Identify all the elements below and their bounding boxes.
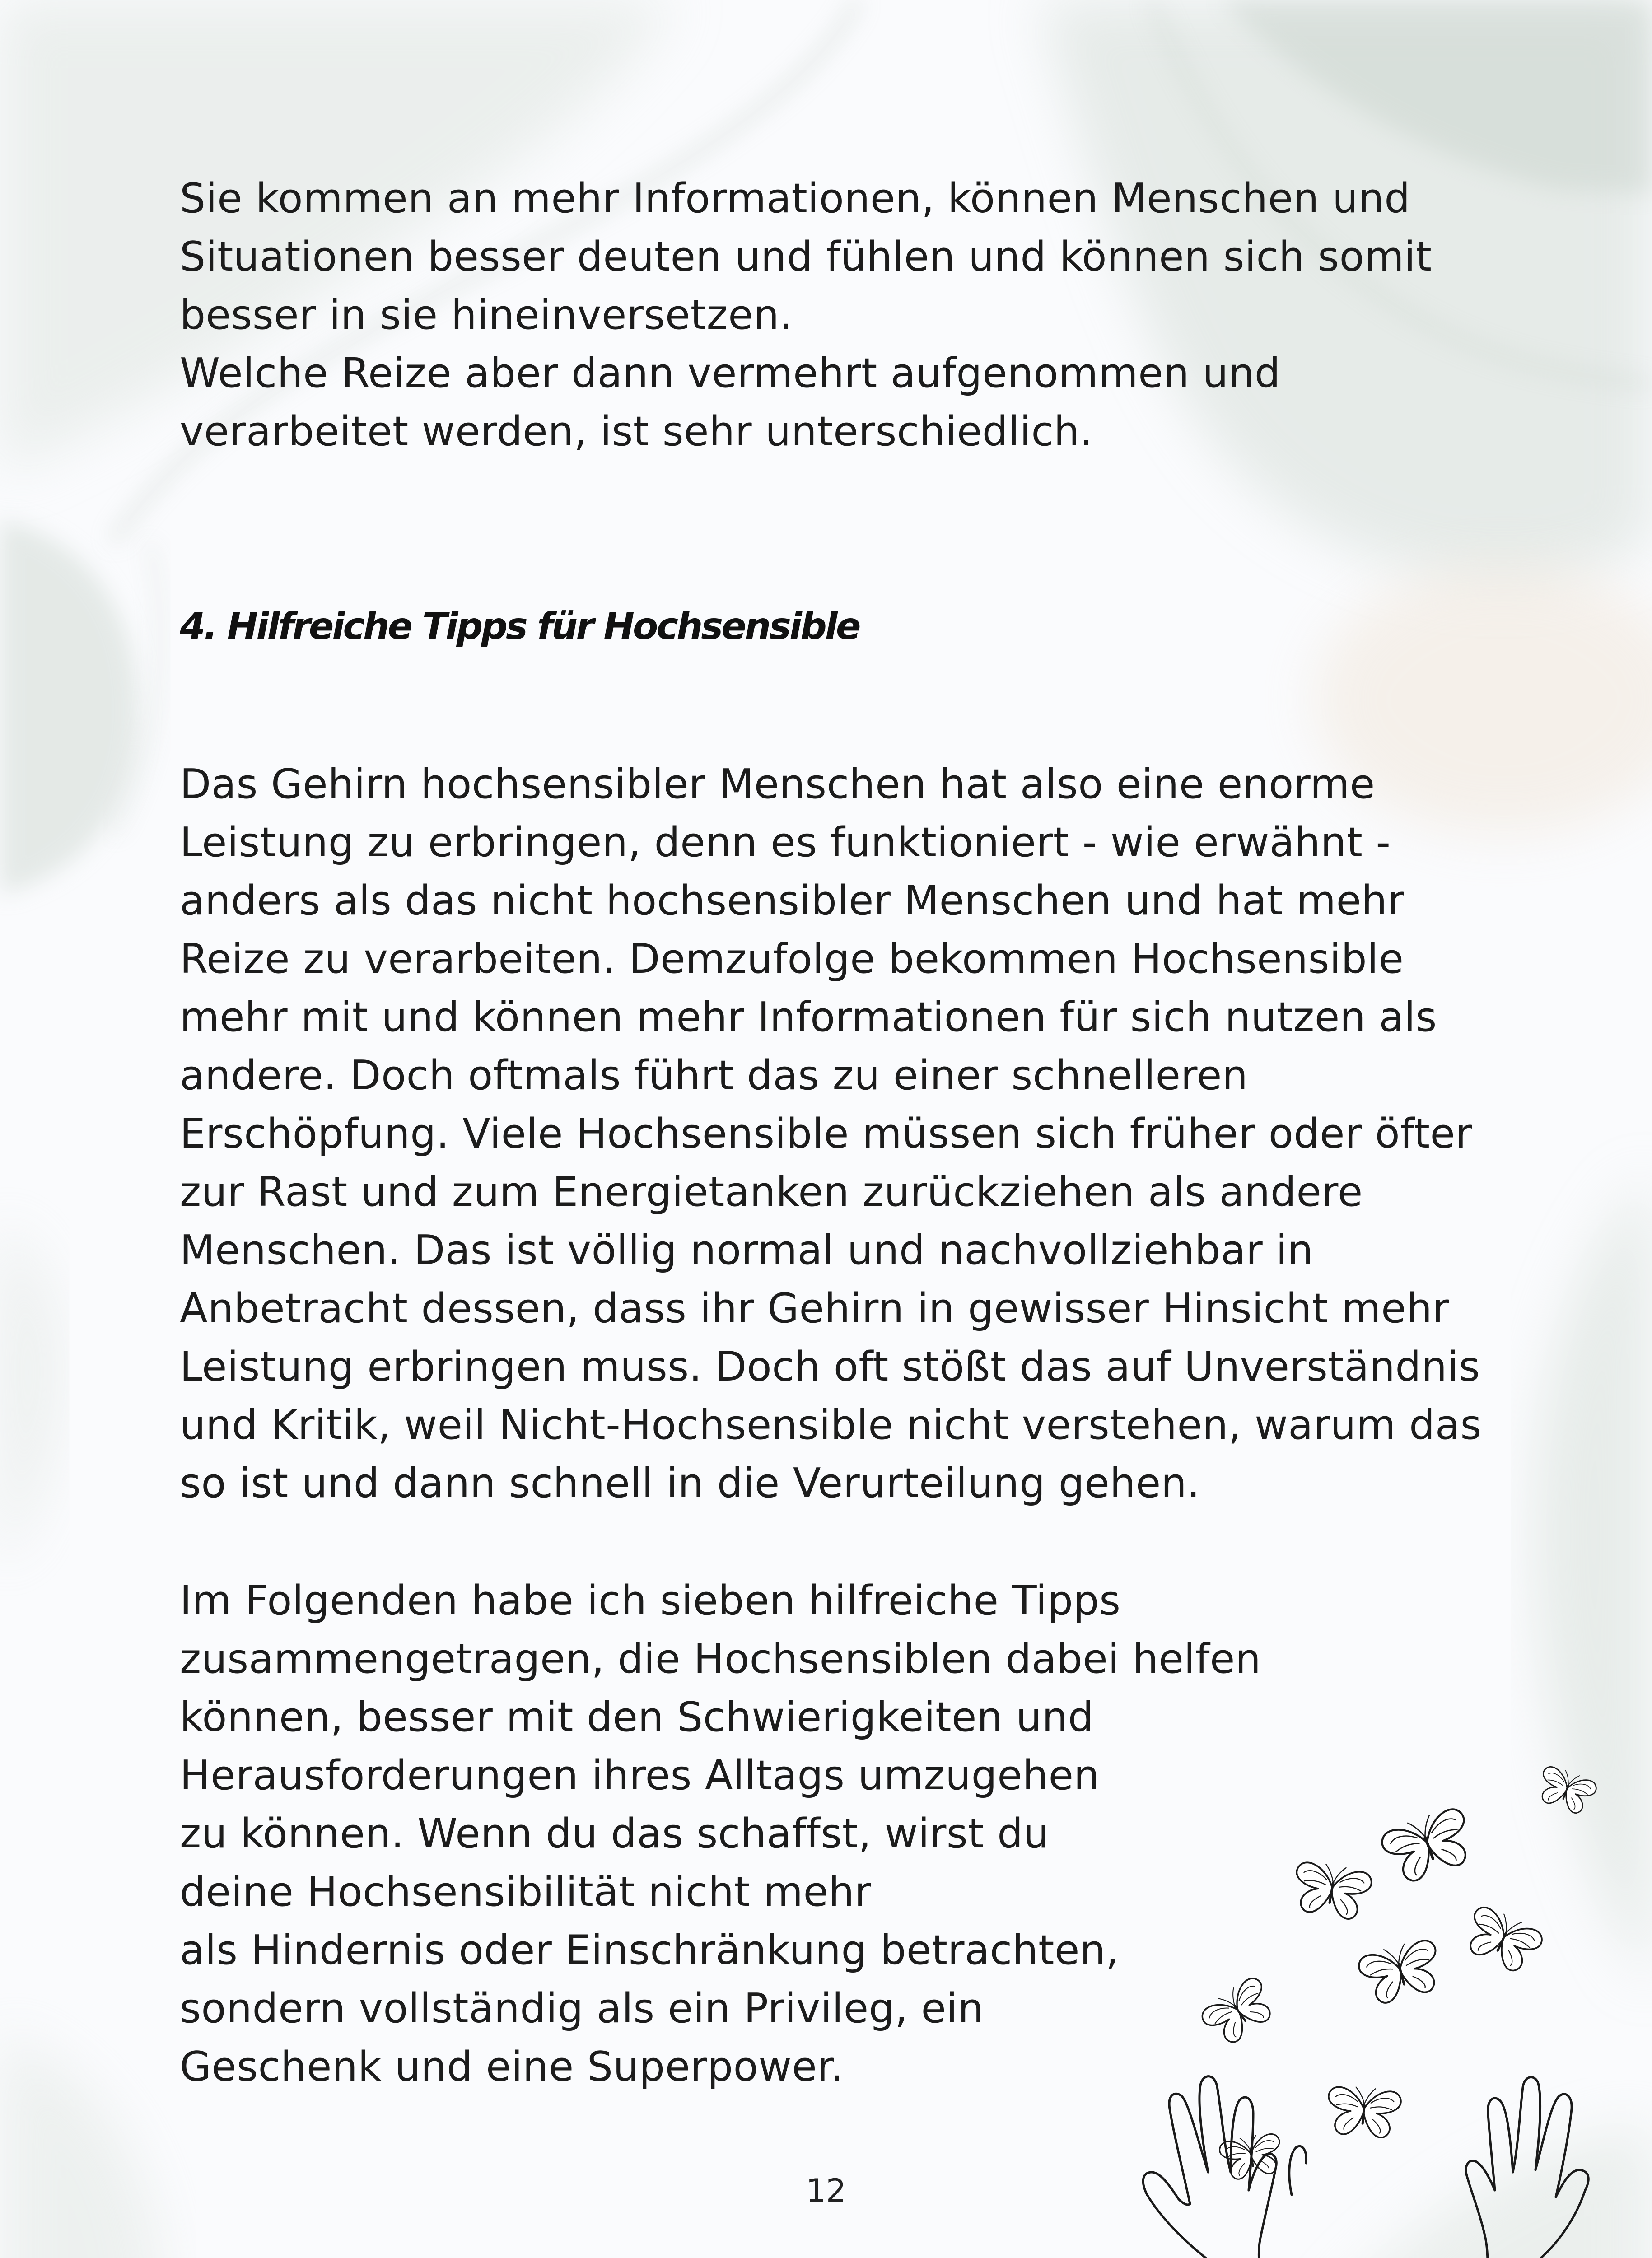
tips-intro-paragraph: Im Folgenden habe ich sieben hilfreiche Tipps zusammengetragen, die Hochsensiblen dabei helfen können, besser mit den Schwierigkeiten und Herausforderungen ihres Alltags umzugehen zu können. Wenn du das schaffst, wirst du deine Hochsensibilität nicht mehr als Hindernis oder Einschränkung betrachten, sondern vollständig als ein Privileg, ein Geschenk und eine Superpower. — [180, 1577, 1261, 2090]
body-paragraph: Das Gehirn hochsensibler Menschen hat also eine enorme Leistung zu erbringen, denn es funktioniert - wie erwähnt - anders als das nicht hochsensibler Menschen und hat mehr Reize zu verarbeiten. Demzufolge bekommen Hochsensible mehr mit und können mehr Informationen für sich nutzen als andere. Doch oftmals führt das zu einer schnelleren Erschöpfung. Viele Hochsensible müssen sich früher oder öfter zur Rast und zum Energietanken zurückziehen als andere Menschen. Das ist völlig normal und nachvollziehbar in Anbetracht dessen, dass ihr Gehirn in gewisser Hinsicht mehr Leistung erbringen muss. Doch oft stößt das auf Unverständnis und Kritik, weil Nicht-Hochsensible nicht verstehen, warum das so ist und dann schnell in die Verurteilung gehen. — [180, 760, 1482, 1507]
section-heading: 4. Hilfreiche Tipps für Hochsensible — [180, 605, 859, 648]
intro-paragraph: Sie kommen an mehr Informationen, können Menschen und Situationen besser deuten und fühlen und können sich somit besser in sie hineinversetzen. Welche Reize aber dann vermehrt aufgenommen und verarbeitet werden, ist sehr unterschiedlich. — [180, 175, 1432, 455]
page-number: 12 — [806, 2172, 846, 2209]
